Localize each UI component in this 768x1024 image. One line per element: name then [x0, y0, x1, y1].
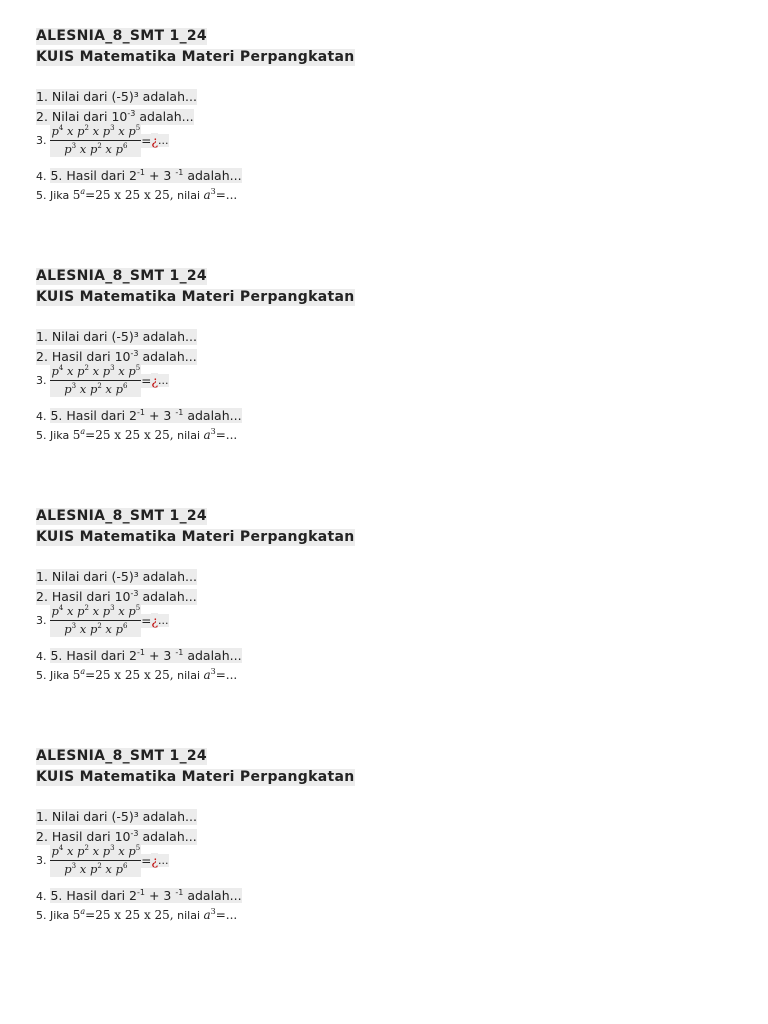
inverted-question-mark: ¿	[151, 852, 159, 868]
question-1: 1. Nilai dari (-5)³ adalah...	[36, 569, 197, 584]
quiz-code-title: ALESNIA_8_SMT 1_24	[36, 748, 207, 764]
question-3-number: 3.	[36, 133, 47, 147]
question-2-exponent: -3	[130, 588, 139, 598]
question-4-number: 4.	[36, 890, 47, 903]
power-fraction	[50, 364, 141, 397]
question-5-prefix: 5. Jika	[36, 669, 73, 682]
quiz-subtitle: KUIS Matematika Materi Perpangkatan	[36, 289, 355, 305]
question-1: 1. Nilai dari (-5)³ adalah...	[36, 329, 197, 344]
question-3	[36, 844, 169, 880]
question-5-base: 5	[72, 668, 81, 682]
inverted-question-mark: ¿	[151, 132, 159, 148]
question-5-var-exponent: 3	[210, 666, 216, 676]
question-3-ellipsis: ...	[158, 853, 169, 867]
power-fraction	[50, 604, 141, 637]
quiz-code-title: ALESNIA_8_SMT 1_24	[36, 268, 207, 284]
question-4-text: 5. Hasil dari $2^{-1} + 3$ $^{-1}$ adalah...	[50, 407, 242, 423]
fraction-denominator: $p^3$ x $p^2$ x $p^6$	[50, 861, 141, 877]
power-fraction	[50, 124, 141, 157]
question-5-var-exponent: 3	[210, 426, 216, 436]
question-5-exponent: a	[80, 666, 86, 676]
question-3-ellipsis: ...	[158, 613, 169, 627]
question-2-exponent: -3	[130, 828, 139, 838]
question-4-number: 4.	[36, 410, 47, 423]
question-4	[36, 888, 242, 905]
question-2-suffix: adalah...	[138, 829, 197, 844]
question-5-base: 5	[72, 908, 81, 922]
power-fraction	[50, 844, 141, 877]
inverted-question-mark: ¿	[151, 612, 159, 628]
question-5-base: 5	[72, 188, 81, 202]
question-5-var-exponent: 3	[210, 186, 216, 196]
question-5	[36, 907, 237, 924]
question-5-equation: =25 x 25 x 25,	[85, 908, 174, 922]
equals-sign: =	[141, 613, 152, 628]
question-5-exponent: a	[80, 906, 86, 916]
question-5-mid: nilai	[173, 189, 204, 202]
question-5-equation: =25 x 25 x 25,	[85, 188, 174, 202]
question-3-ellipsis: ...	[158, 133, 169, 147]
quiz-subtitle: KUIS Matematika Materi Perpangkatan	[36, 769, 355, 785]
question-5-mid: nilai	[173, 909, 204, 922]
inverted-question-mark: ¿	[151, 372, 159, 388]
question-2	[36, 829, 197, 845]
question-5-equation: =25 x 25 x 25,	[85, 428, 174, 442]
question-3-ellipsis: ...	[158, 373, 169, 387]
equals-sign: =	[141, 133, 152, 148]
question-3-number: 3.	[36, 373, 47, 387]
question-5-base: 5	[72, 428, 81, 442]
question-2-text: 2. Hasil dari 10	[36, 829, 131, 844]
fraction-denominator: $p^3$ x $p^2$ x $p^6$	[50, 621, 141, 637]
equals-sign: =	[141, 373, 152, 388]
quiz-code-title: ALESNIA_8_SMT 1_24	[36, 508, 207, 524]
question-5-equation: =25 x 25 x 25,	[85, 668, 174, 682]
fraction-numerator: $p^4$ x $p^2$ x $p^3$ x $p^5$	[50, 124, 141, 141]
question-4-text: 5. Hasil dari $2^{-1} + 3$ $^{-1}$ adalah...	[50, 647, 242, 663]
question-3	[36, 124, 169, 160]
question-5-mid: nilai	[173, 429, 204, 442]
question-2-exponent: -3	[130, 348, 139, 358]
question-5	[36, 187, 237, 204]
question-5-end: =...	[215, 188, 238, 202]
question-5-mid: nilai	[173, 669, 204, 682]
question-1: 1. Nilai dari (-5)³ adalah...	[36, 89, 197, 104]
question-5	[36, 427, 237, 444]
question-5-prefix: 5. Jika	[36, 429, 73, 442]
quiz-subtitle: KUIS Matematika Materi Perpangkatan	[36, 49, 355, 65]
question-2	[36, 349, 197, 365]
question-5-prefix: 5. Jika	[36, 909, 73, 922]
question-2	[36, 109, 194, 125]
question-3	[36, 364, 169, 400]
question-2-text: 2. Nilai dari 10	[36, 109, 128, 124]
fraction-numerator: $p^4$ x $p^2$ x $p^3$ x $p^5$	[50, 364, 141, 381]
question-2-text: 2. Hasil dari 10	[36, 349, 131, 364]
question-3-number: 3.	[36, 853, 47, 867]
question-5-end: =...	[215, 668, 238, 682]
question-5-variable: a	[203, 428, 211, 442]
question-5-exponent: a	[80, 186, 86, 196]
equals-sign: =	[141, 853, 152, 868]
question-3-number: 3.	[36, 613, 47, 627]
question-5-prefix: 5. Jika	[36, 189, 73, 202]
question-5	[36, 667, 237, 684]
question-1: 1. Nilai dari (-5)³ adalah...	[36, 809, 197, 824]
quiz-code-title: ALESNIA_8_SMT 1_24	[36, 28, 207, 44]
question-5-variable: a	[203, 668, 211, 682]
question-2-text: 2. Hasil dari 10	[36, 589, 131, 604]
question-5-variable: a	[203, 908, 211, 922]
question-5-end: =...	[215, 428, 238, 442]
question-4	[36, 408, 242, 425]
quiz-subtitle: KUIS Matematika Materi Perpangkatan	[36, 529, 355, 545]
question-5-var-exponent: 3	[210, 906, 216, 916]
question-2	[36, 589, 197, 605]
question-5-end: =...	[215, 908, 238, 922]
question-4-number: 4.	[36, 170, 47, 183]
question-4	[36, 648, 242, 665]
question-2-suffix: adalah...	[138, 349, 197, 364]
question-2-suffix: adalah...	[138, 589, 197, 604]
question-4-text: 5. Hasil dari $2^{-1} + 3$ $^{-1}$ adalah...	[50, 887, 242, 903]
question-4-number: 4.	[36, 650, 47, 663]
question-4	[36, 168, 242, 185]
question-4-text: 5. Hasil dari $2^{-1} + 3$ $^{-1}$ adalah...	[50, 167, 242, 183]
question-5-variable: a	[203, 188, 211, 202]
fraction-denominator: $p^3$ x $p^2$ x $p^6$	[50, 141, 141, 157]
question-2-suffix: adalah...	[135, 109, 194, 124]
question-5-exponent: a	[80, 426, 86, 436]
fraction-denominator: $p^3$ x $p^2$ x $p^6$	[50, 381, 141, 397]
fraction-numerator: $p^4$ x $p^2$ x $p^3$ x $p^5$	[50, 844, 141, 861]
question-2-exponent: -3	[127, 108, 136, 118]
fraction-numerator: $p^4$ x $p^2$ x $p^3$ x $p^5$	[50, 604, 141, 621]
question-3	[36, 604, 169, 640]
